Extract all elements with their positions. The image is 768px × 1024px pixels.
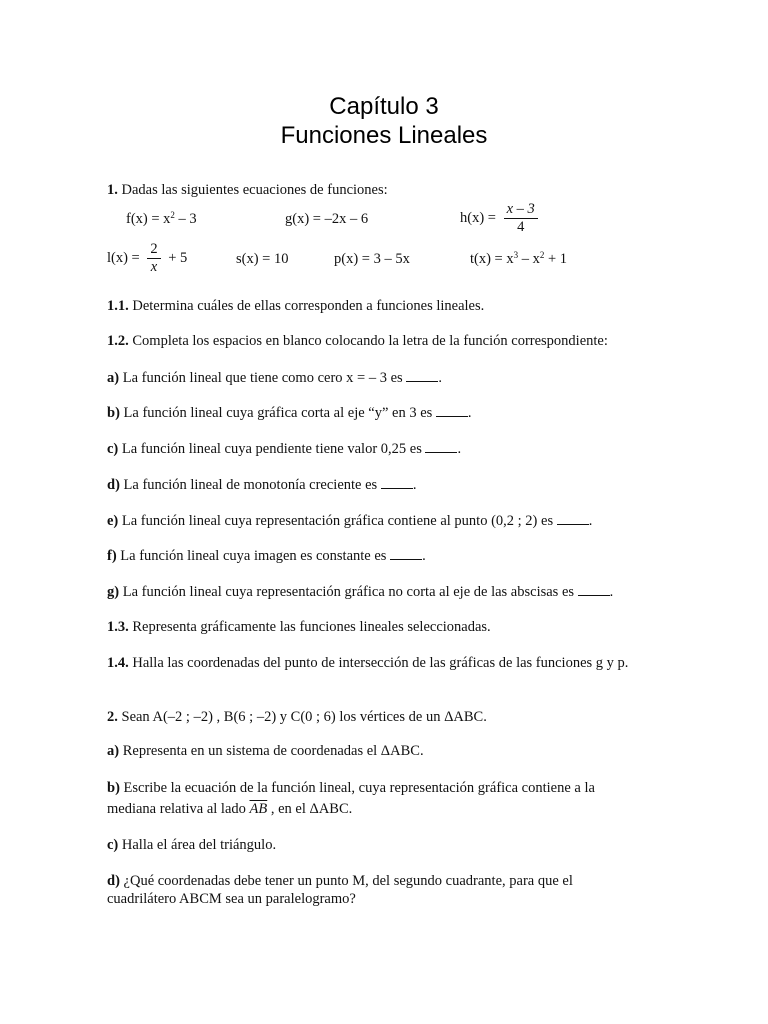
item-d: d) La función lineal de monotonía creciente es . [107, 477, 417, 493]
item-2c: c) Halla el área del triángulo. [107, 837, 277, 853]
equation-g: g(x) = –2x – 6 [285, 211, 369, 227]
item-a: a) La función lineal que tiene como cero x = – 3 es . [107, 370, 442, 386]
equation-p: p(x) = 3 – 5x [334, 251, 410, 267]
item-e: e) La función lineal cuya representación gráfica contiene al punto (0,2 ; 2) es . [107, 513, 593, 529]
chapter-subtitle: Funciones Lineales [280, 122, 488, 149]
item-f: f) La función lineal cuya imagen es constante es . [107, 548, 426, 564]
item-2d-cont: cuadrilátero ABCM sea un paralelogramo? [107, 891, 356, 907]
item-1-3: 1.3. Representa gráficamente las funciones lineales seleccionadas. [107, 619, 491, 635]
item-2b-cont: mediana relativa al lado $\overline{AB}$ , en el ΔABC. [107, 801, 353, 817]
segment-ab: $\overline{AB}$ [249, 801, 268, 817]
answer-blank [578, 582, 610, 596]
answer-blank [436, 403, 468, 417]
item-g: g) La función lineal cuya representación gráfica no corta al eje de las abscisas es . [107, 584, 614, 600]
chapter-title: Capítulo 3 [329, 93, 439, 120]
item-1-2: 1.2. Completa los espacios en blanco colocando la letra de la función correspondiente: [107, 333, 608, 349]
item-b: b) La función lineal cuya gráfica corta al eje “y” en 3 es . [107, 405, 472, 421]
equation-s: s(x) = 10 [236, 251, 289, 267]
question-2: 2. Sean A(–2 ; –2) , B(6 ; –2) y C(0 ; 6) los vértices de un ΔABC. [107, 709, 487, 725]
item-1-1: 1.1. Determina cuáles de ellas corresponden a funciones lineales. [107, 298, 485, 314]
answer-blank [557, 511, 589, 525]
question-text: Dadas las siguientes ecuaciones de funciones: [117, 182, 388, 198]
item-2d: d) ¿Qué coordenadas debe tener un punto M, del segundo cuadrante, para que el [107, 873, 573, 889]
fraction: $\frac{x - 3}{4}$ [504, 201, 538, 236]
fraction: $\frac{2}{x}$ [147, 241, 160, 276]
item-1-4: 1.4. Halla las coordenadas del punto de intersección de las gráficas de las funciones g y p. [107, 655, 629, 671]
equation-l: l(x) = $\frac{2}{x}$ + 5 [107, 241, 188, 275]
answer-blank [390, 546, 422, 560]
question-number: 1. [107, 182, 118, 198]
item-2a: a) Representa en un sistema de coordenadas el ΔABC. [107, 743, 424, 759]
equation-t: $t(x) = x^3 - x^2 + 1$ [470, 250, 568, 267]
question-1 [107, 181, 667, 199]
answer-blank [425, 439, 457, 453]
equation-f: $f(x) = x^2 - 3$ [126, 210, 197, 227]
answer-blank [381, 475, 413, 489]
item-c: c) La función lineal cuya pendiente tiene valor 0,25 es . [107, 441, 462, 457]
item-2b: b) Escribe la ecuación de la función lineal, cuya representación gráfica contiene a la [107, 780, 595, 796]
answer-blank [406, 368, 438, 382]
equation-h: h(x) = $\frac{x - 3}{4}$ [460, 201, 542, 236]
